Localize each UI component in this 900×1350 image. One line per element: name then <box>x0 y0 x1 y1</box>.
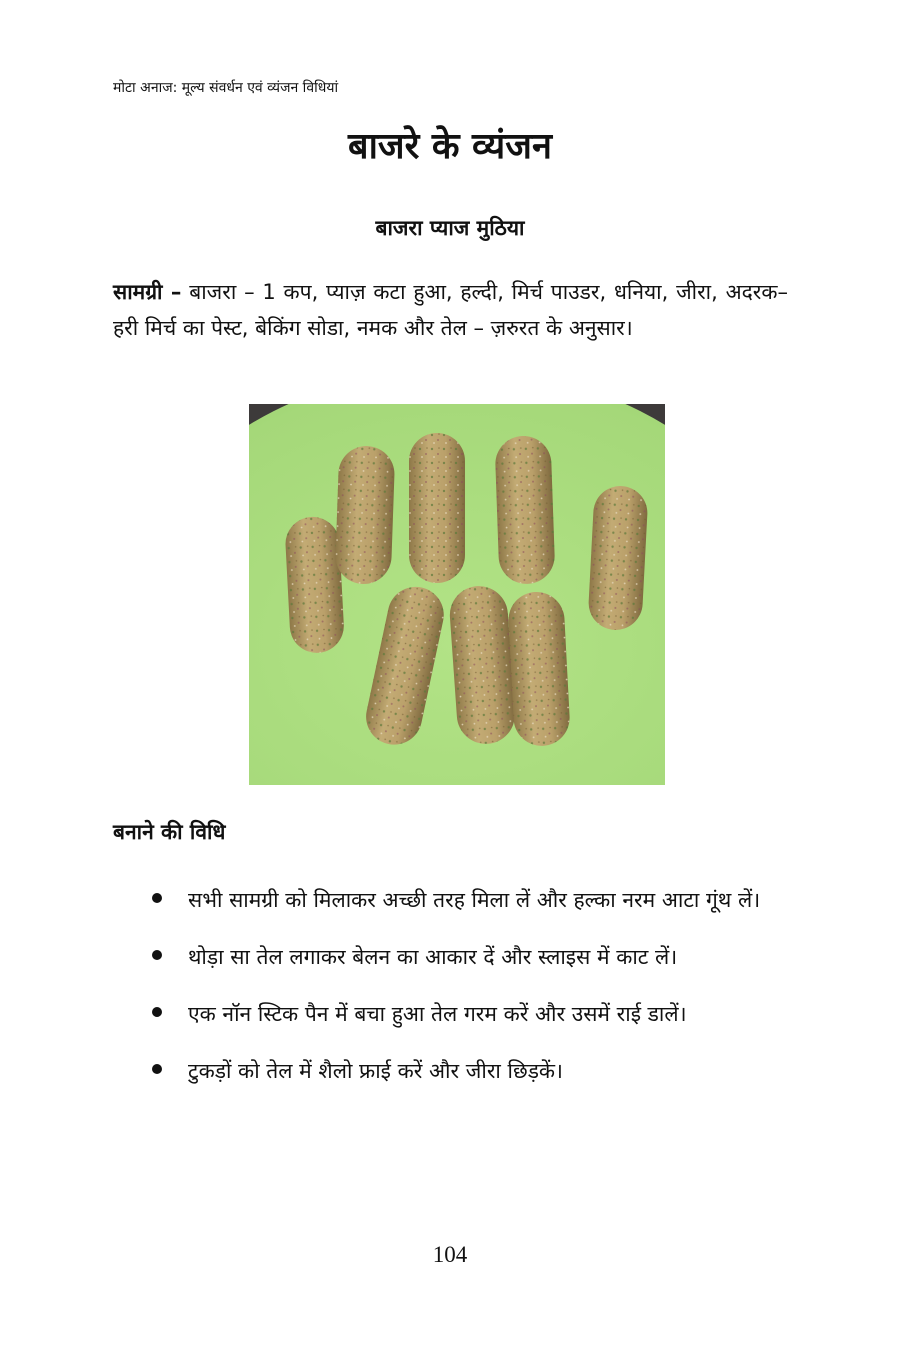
muthiya-photo <box>249 404 665 785</box>
bullet-icon <box>152 1064 162 1074</box>
running-header: मोटा अनाज: मूल्य संवर्धन एवं व्यंजन विधियां <box>113 80 339 96</box>
chapter-title: बाजरे के व्यंजन <box>348 126 552 167</box>
bullet-icon <box>152 950 162 960</box>
list-item <box>150 996 790 1032</box>
step-text: थोड़ा सा तेल लगाकर बेलन का आकार दें और स्लाइस में काट लें। <box>188 945 678 969</box>
bullet-icon <box>152 1007 162 1017</box>
step-text: एक नॉन स्टिक पैन में बचा हुआ तेल गरम करें और उसमें राई डालें। <box>188 1002 687 1026</box>
ingredients-paragraph <box>113 274 788 346</box>
list-item <box>150 1053 790 1089</box>
method-heading: बनाने की विधि <box>113 820 226 844</box>
ingredients-label: सामग्री – <box>113 280 182 304</box>
bullet-icon <box>152 893 162 903</box>
page-number: 104 <box>432 1242 468 1267</box>
step-text: सभी सामग्री को मिलाकर अच्छी तरह मिला लें और हल्का नरम आटा गूंथ लें। <box>188 888 761 912</box>
ingredients-text: बाजरा – 1 कप, प्याज़ कटा हुआ, हल्दी, मिर्च पाउडर, धनिया, जीरा, अदरक–हरी मिर्च का पेस्ट, बेकिंग सोडा, नमक और तेल – ज़रुरत के अनुसार। <box>113 280 789 340</box>
recipe-title: बाजरा प्याज मुठिया <box>375 216 525 240</box>
method-steps-list <box>150 882 790 1110</box>
list-item <box>150 882 790 918</box>
step-text: टुकड़ों को तेल में शैलो फ्राई करें और जीरा छिड़कें। <box>188 1059 564 1083</box>
list-item <box>150 939 790 975</box>
